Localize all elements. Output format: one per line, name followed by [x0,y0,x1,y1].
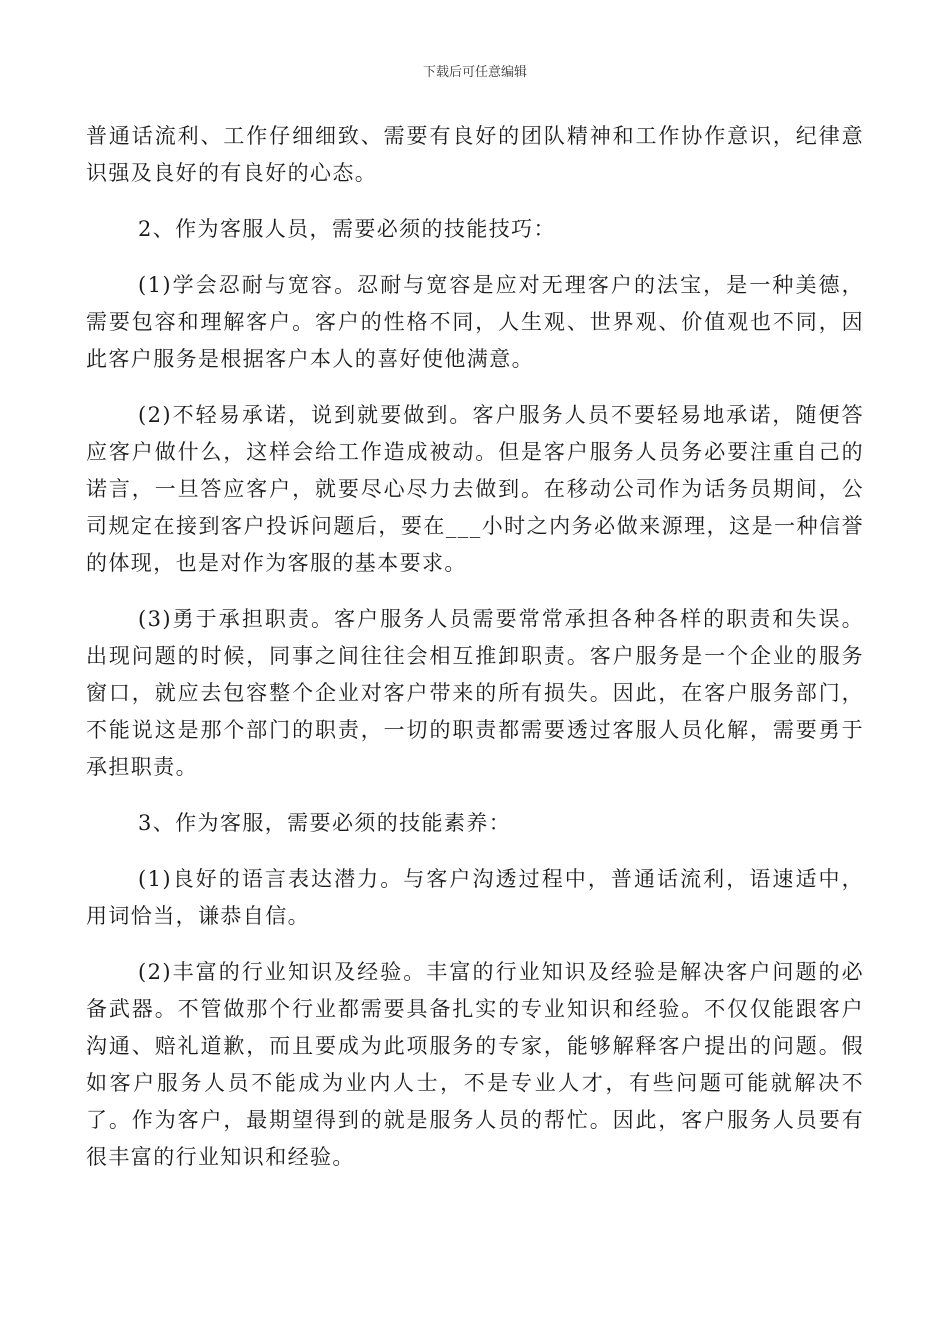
section-heading-2: 2、作为客服人员，需要必须的技能技巧： [138,217,556,241]
paragraph-item-language: (1)良好的语言表达潜力。与客户沟透过程中，普通话流利，语速适中，用词恰当，谦恭自信。 [86,867,864,928]
paragraph-item-promises: (2)不轻易承诺，说到就要做到。客户服务人员不要轻易地承诺，随便答应客户做什么，这样会给工作造成被动。但是客户服务人员务必要注重自己的诺言，一旦答应客户，就要尽心尽力去做到。在移动公司作为话务员期间，公司规定在接到客户投诉问题后，要在___小时之内务必做来源理，这是一种信誉的体现，也是对作为客服的基本要求。 [86,403,864,575]
paragraph-item-patience: (1)学会忍耐与宽容。忍耐与宽容是应对无理客户的法宝，是一种美德，需要包容和理解客户。客户的性格不同，人生观、世界观、价值观也不同，因此客户服务是根据客户本人的喜好使他满意。 [86,273,864,371]
paragraph-continuation: 普通话流利、工作仔细细致、需要有良好的团队精神和工作协作意识，纪律意识强及良好的有良好的心态。 [86,124,864,185]
page-header: 下载后可任意编辑 [422,65,527,80]
paragraph-item-responsibility: (3)勇于承担职责。客户服务人员需要常常承担各种各样的职责和失误。出现问题的时候，同事之间往往会相互推卸职责。客户服务是一个企业的服务窗口，就应去包容整个企业对客户带来的所有损失。因此，在客户服务部门，不能说这是那个部门的职责，一切的职责都需要透过客服人员化解，需要勇于承担职责。 [86,607,864,779]
document-body [86,118,864,1195]
paragraph-item-knowledge: (2)丰富的行业知识及经验。丰富的行业知识及经验是解决客户问题的必备武器。不管做那个行业都需要具备扎实的专业知识和经验。不仅仅能跟客户沟通、赔礼道歉，而且要成为此项服务的专家，能够解释客户提出的问题。假如客户服务人员不能成为业内人士，不是专业人才，有些问题可能就解决不了。作为客户，最期望得到的就是服务人员的帮忙。因此，客户服务人员要有很丰富的行业知识和经验。 [86,960,864,1169]
section-heading-3: 3、作为客服，需要必须的技能素养： [138,811,512,835]
